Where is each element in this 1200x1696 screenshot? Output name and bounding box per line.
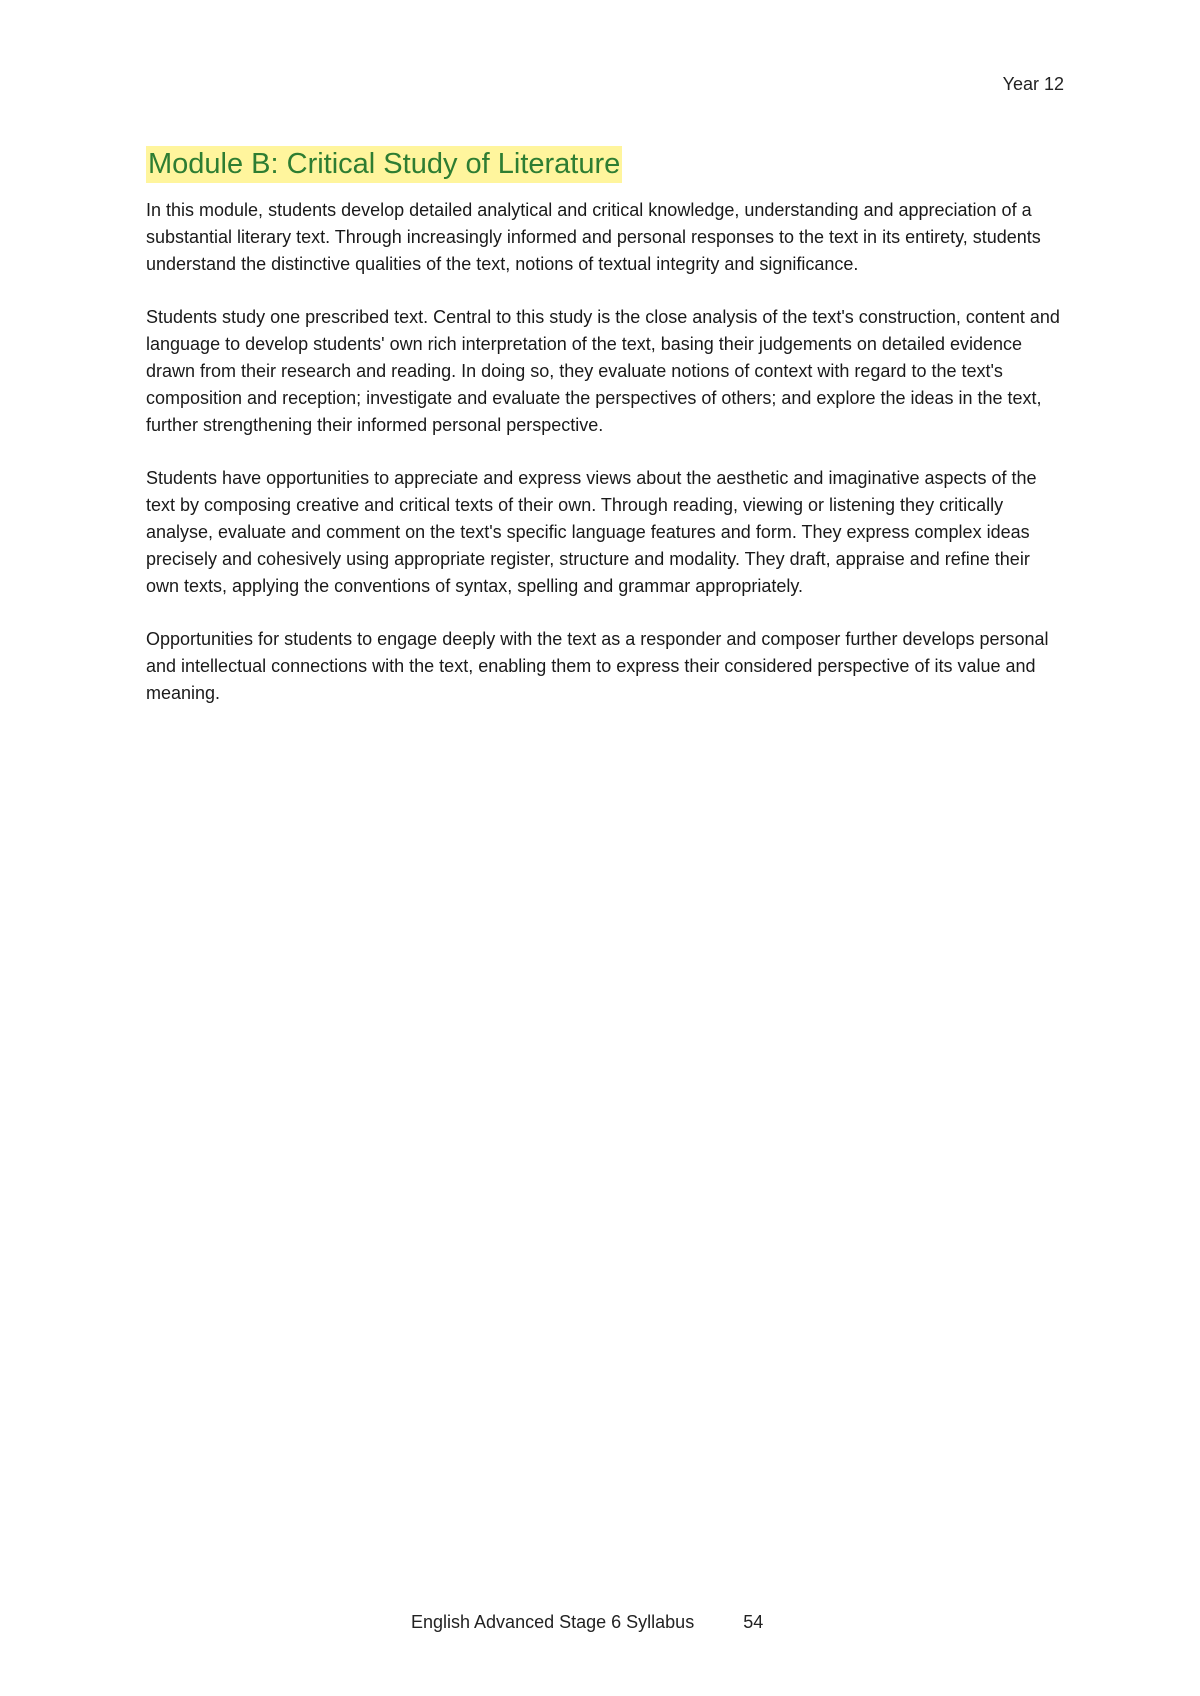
footer-document-title: English Advanced Stage 6 Syllabus (411, 1612, 695, 1632)
module-paragraph-4: Opportunities for students to engage deeply with the text as a responder and composer further develops personal and intellectual connections with the text, enabling them to express their considered perspective of its value and meaning. (146, 629, 1049, 703)
page-footer (411, 1612, 763, 1633)
footer-page-number: 54 (743, 1612, 764, 1632)
module-title: Module B: Critical Study of Literature (146, 146, 622, 183)
year-label: Year 12 (1002, 74, 1064, 94)
module-paragraph-2: Students study one prescribed text. Central to this study is the close analysis of the text's construction, content and language to develop students' own rich interpretation of the text, basing their judgements on detailed evidence drawn from their research and reading. In doing so, they evaluate notions of context with regard to the text's composition and reception; investigate and evaluate the perspectives of others; and explore the ideas in the text, further strengthening their informed personal perspective. (146, 307, 1060, 435)
module-paragraph-3: Students have opportunities to appreciate and express views about the aesthetic and imaginative aspects of the text by composing creative and critical texts of their own. Through reading, viewing or listening they critically analyse, evaluate and comment on the text's specific language features and form. They express complex ideas precisely and cohesively using appropriate register, structure and modality. They draft, appraise and refine their own texts, applying the conventions of syntax, spelling and grammar appropriately. (146, 468, 1037, 596)
module-paragraph-1: In this module, students develop detailed analytical and critical knowledge, understanding and appreciation of a substantial literary text. Through increasingly informed and personal responses to the text in its entirety, students understand the distinctive qualities of the text, notions of textual integrity and significance. (146, 200, 1041, 274)
module-content (146, 146, 1066, 707)
